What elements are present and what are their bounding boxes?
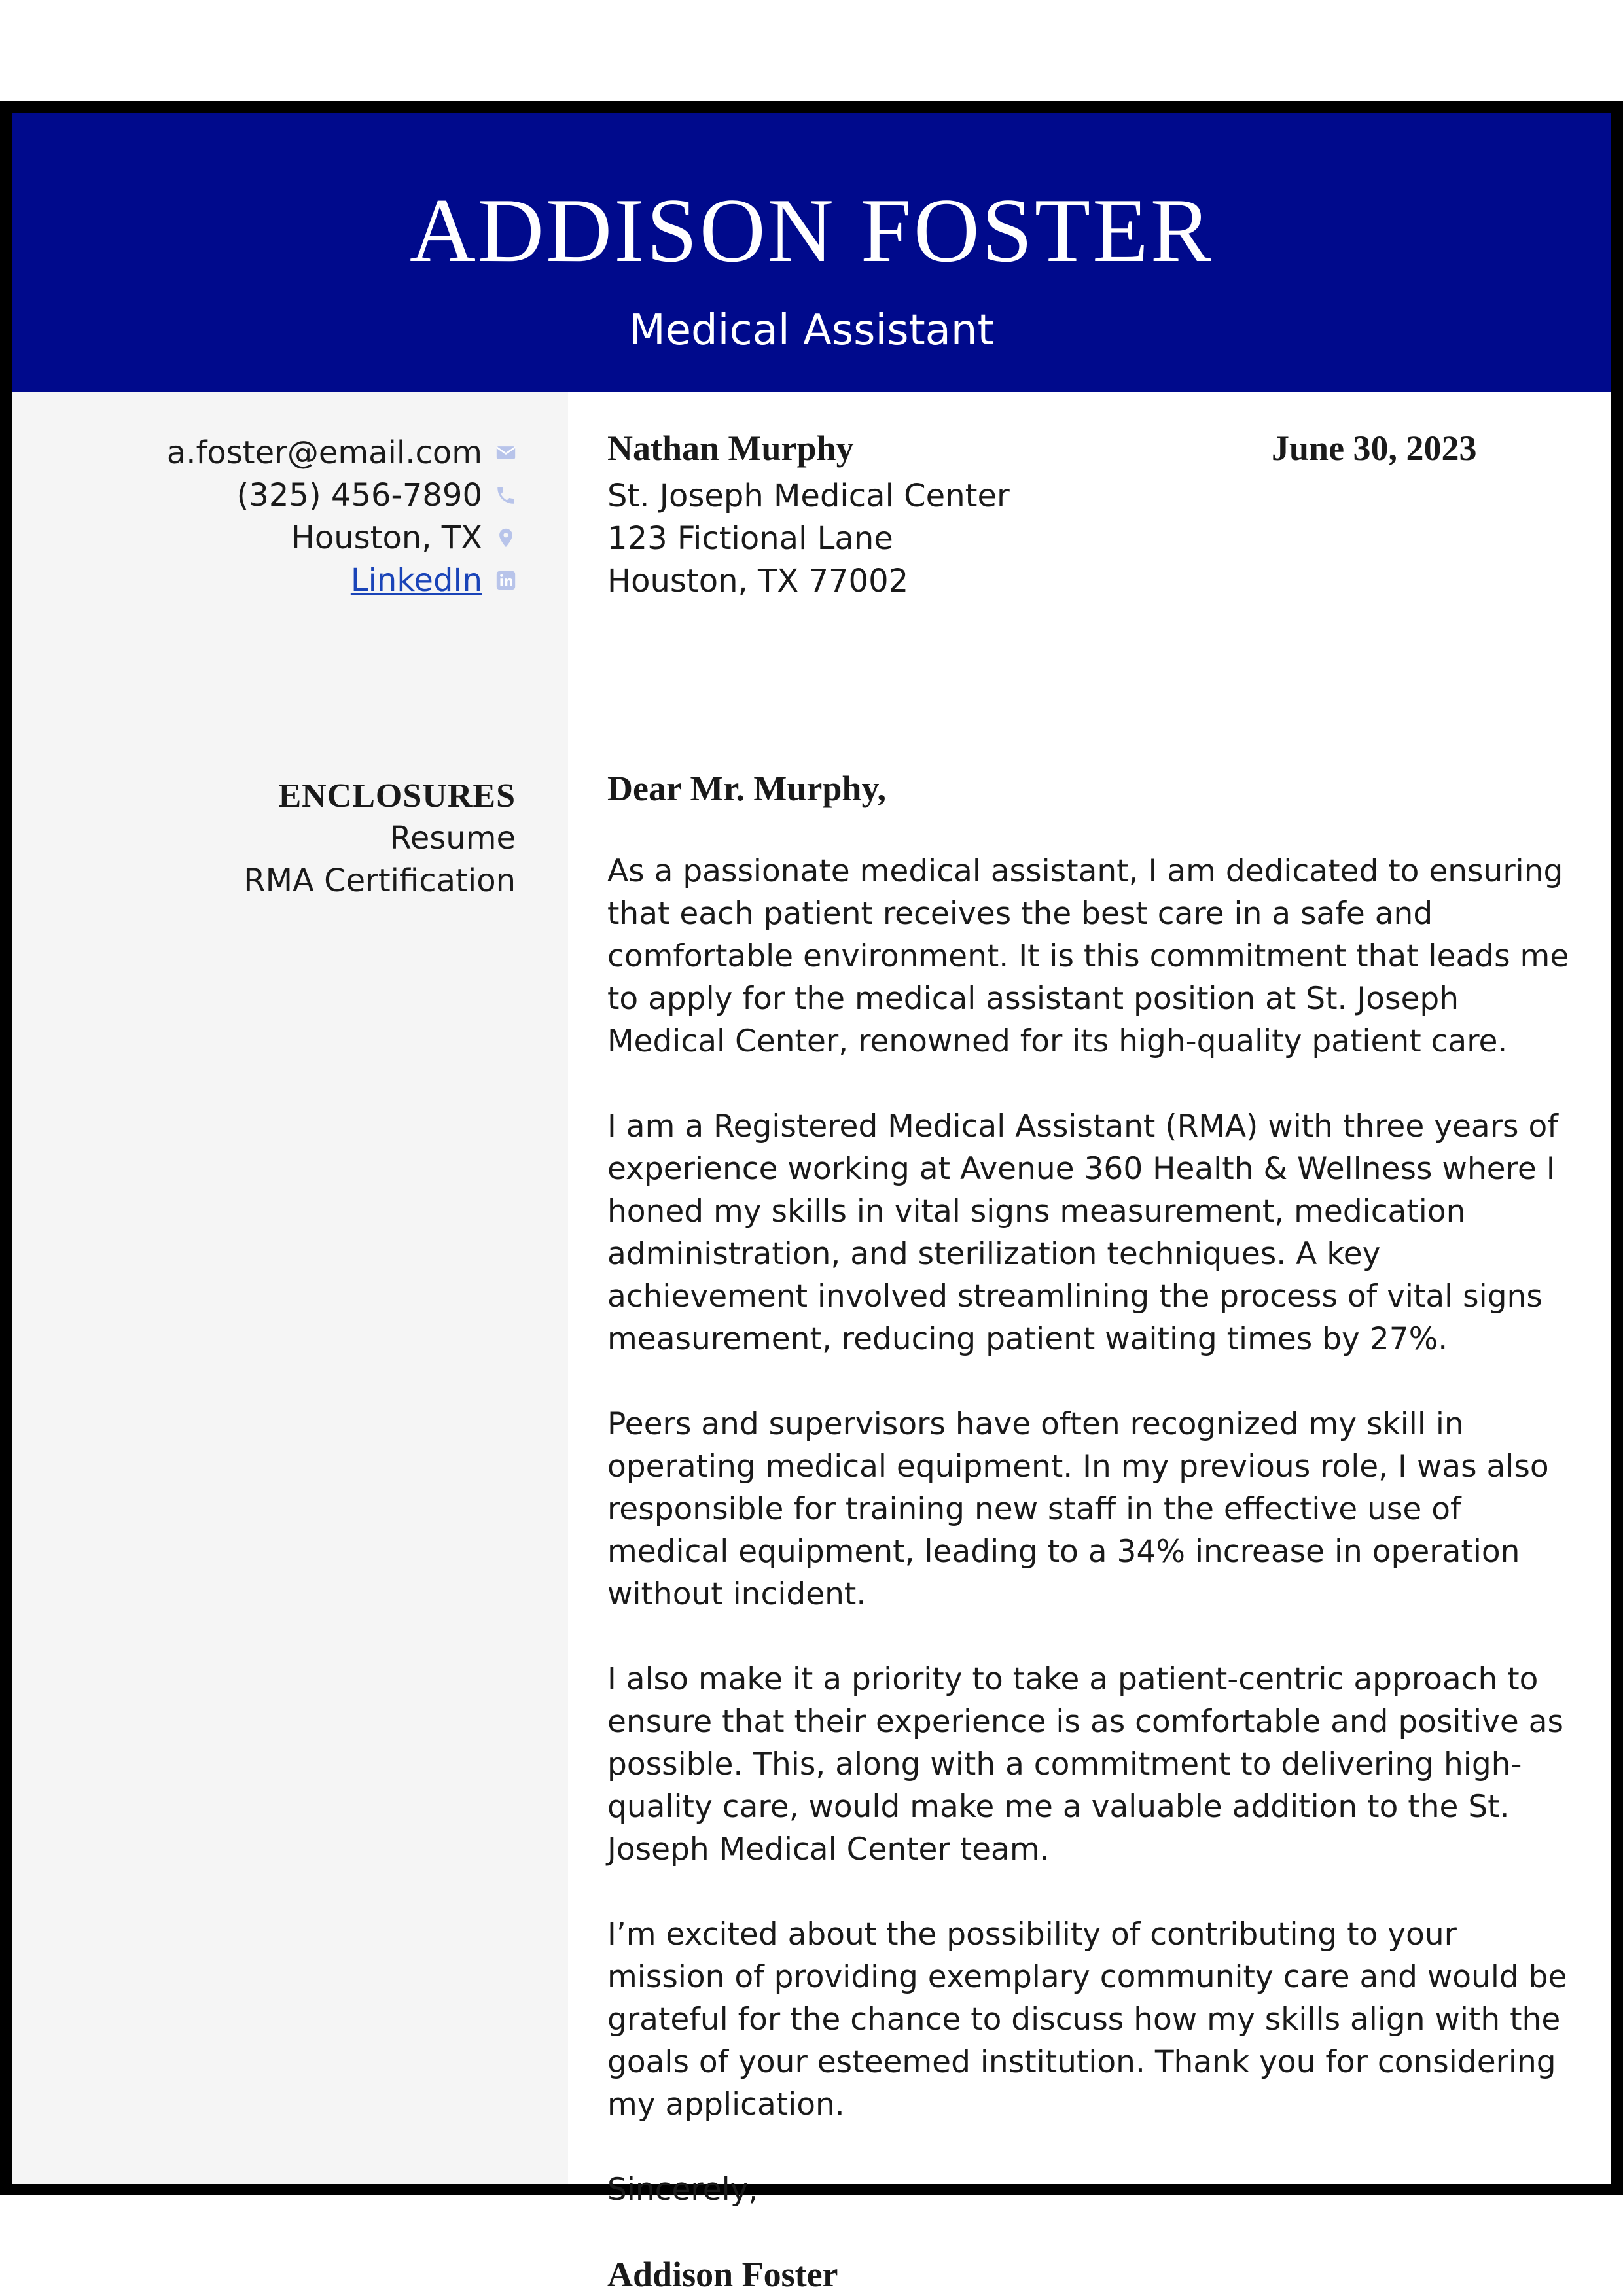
recipient-name: Nathan Murphy	[607, 429, 854, 468]
location-pin-icon	[493, 525, 519, 551]
letter-paragraph: I’m excited about the possibility of contributing to your mission of providing exemplary community care and would be grateful for the chance to discuss how my skills align with the goals of your esteemed institution. Thank you for considering my application.	[607, 1916, 1567, 2123]
letter-paragraph: Peers and supervisors have often recognized my skill in operating medical equipment. In my previous role, I was also responsible for training new staff in the effective use of medical equipment, leading to a 34% increase in operation without incident.	[607, 1406, 1549, 1612]
enclosures-heading: ENCLOSURES	[278, 777, 516, 815]
envelope-icon	[493, 440, 519, 466]
linkedin-icon[interactable]	[493, 567, 519, 593]
applicant-title: Medical Assistant	[629, 306, 994, 355]
location-text: Houston, TX	[291, 519, 482, 556]
phone-icon	[493, 482, 519, 508]
salutation: Dear Mr. Murphy,	[607, 769, 886, 808]
letter-paragraph: As a passionate medical assistant, I am dedicated to ensuring that each patient receives the best care in a safe and comfortable environment. It is this commitment that leads me to apply for the medical assistant position at St. Joseph Medical Center, renowned for its high-quality patient care.	[607, 853, 1569, 1059]
enclosure-item: RMA Certification	[243, 862, 516, 899]
header-banner	[12, 113, 1611, 392]
contact-block	[167, 431, 519, 601]
enclosures-section	[243, 775, 516, 902]
contact-linkedin[interactable]	[167, 559, 519, 601]
linkedin-link[interactable]: LinkedIn	[350, 561, 482, 599]
contact-email	[167, 431, 519, 474]
closing: Sincerely,	[607, 2172, 758, 2208]
letter-date: June 30, 2023	[1272, 429, 1477, 468]
cover-letter-page	[12, 113, 1611, 2294]
letter-paragraphs	[607, 850, 1576, 2296]
contact-location	[167, 516, 519, 559]
contact-phone	[167, 474, 519, 516]
recipient-street: 123 Fictional Lane	[607, 520, 893, 557]
letter-paragraph: I am a Registered Medical Assistant (RMA) with three years of experience working at Avenue 360 Health & Wellness where I honed my skills in vital signs measurement, medication administration, and sterilization techniques. A key achievement involved streamlining the process of vital signs measurement, reducing patient waiting times by 27%.	[607, 1108, 1558, 1357]
signature: Addison Foster	[607, 2255, 838, 2294]
sidebar	[12, 392, 568, 2184]
recipient-address	[607, 475, 1010, 603]
enclosure-item: Resume	[389, 820, 516, 857]
phone-text: (325) 456-7890	[236, 476, 482, 514]
email-text: a.foster@email.com	[166, 434, 482, 471]
letter-paragraph: I also make it a priority to take a patient-centric approach to ensure that their experience is as comfortable and positive as possible. This, along with a commitment to delivering high-quality care, would make me a valuable addition to the St. Joseph Medical Center team.	[607, 1661, 1564, 1867]
recipient-city: Houston, TX 77002	[607, 563, 909, 599]
recipient-company: St. Joseph Medical Center	[607, 478, 1010, 514]
applicant-name: ADDISON FOSTER	[409, 180, 1214, 281]
